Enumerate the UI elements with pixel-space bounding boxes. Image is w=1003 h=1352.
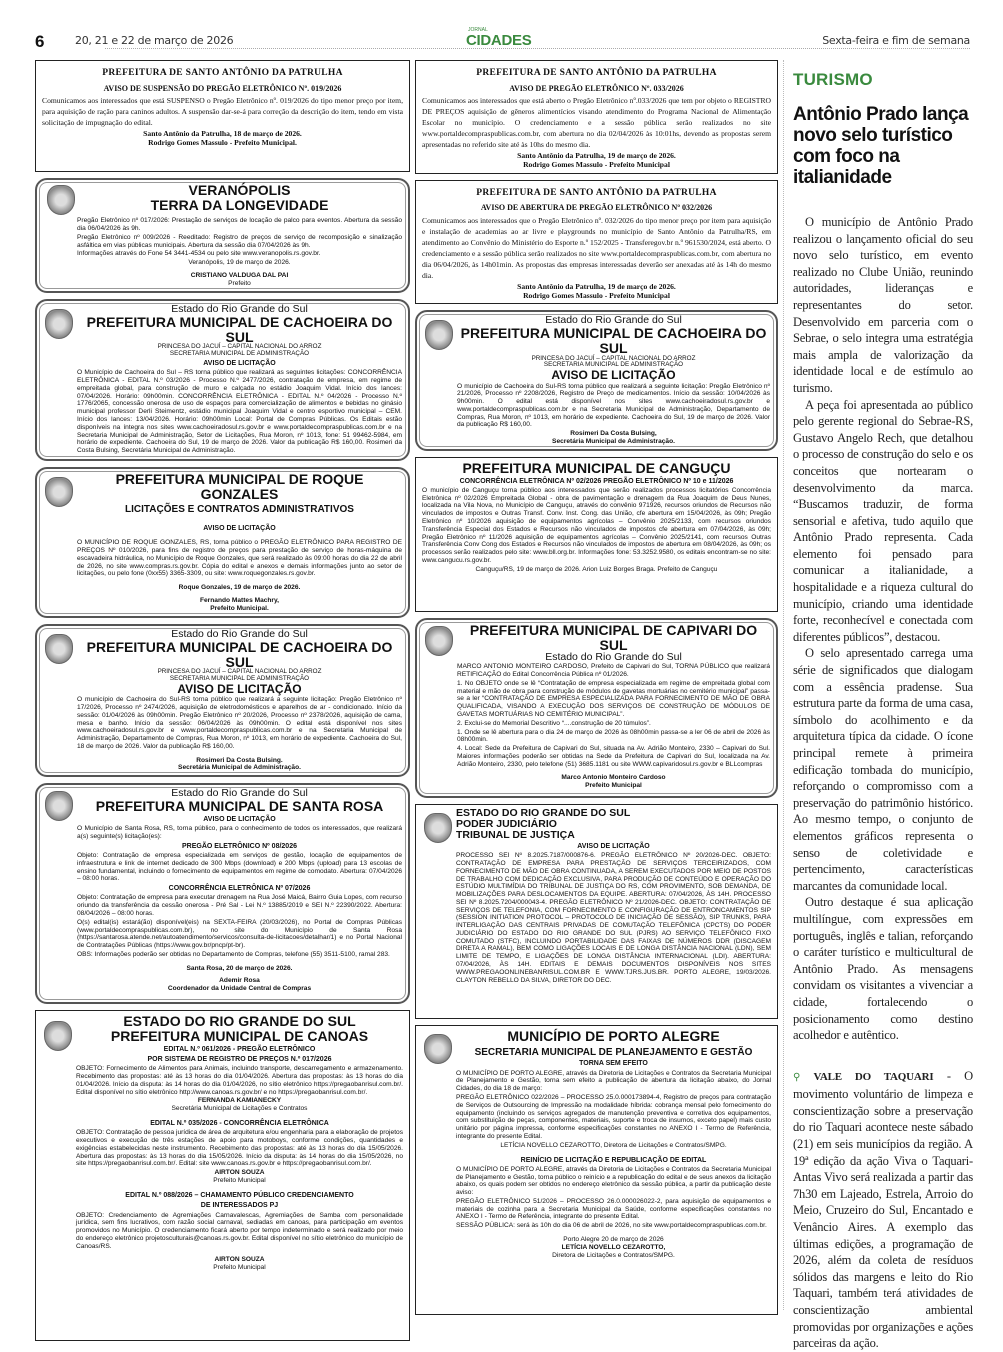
- notice-left: PODER JUDICIÁRIO: [456, 818, 557, 830]
- notice-para: PREGÃO ELETRÔNICO 51/2026 – PROCESSO 26.0.000026022-2, para aquisição de equipamentos e materiais de cozinha para a Secretaria Municipal da Saúde, conforme especificações constantes no ANEXO I - Termo de Referência, integrante do presente Edital.: [456, 1197, 771, 1221]
- notice-sign: LETÍCIA NOVELLO CEZAROTTO,: [561, 1243, 666, 1251]
- logo-text: CIDADES: [466, 32, 532, 49]
- notice-head: AVISO DE LICITAÇÃO: [203, 816, 276, 824]
- notice-sign: Marco Antonio Monteiro Cardoso: [561, 774, 666, 782]
- legal-notice: [415, 1025, 778, 1315]
- notice-head: REINÍCIO DE LICITAÇÃO E REPUBLICAÇÃO DE EDITAL: [520, 1156, 707, 1164]
- notice-head: AVISO DE PREGÃO ELETRÔNICO Nº. 033/2026: [509, 83, 684, 93]
- notice-sign: Santa Rosa, 20 de março de 2026.: [186, 964, 293, 972]
- notice-para: OBJETO: Credenciamento de Agremiações Carnavalescas, Agremiações de Samba com personalidade jurídica, sem fins lucrativos, com razão social carnaval, sediadas em canoas, para participação em eventos promovidos no Município. O credenciamento ficará aberto por tempo indeterminado e será realizado por meio do endereço eletrônico projetosculturais@canoas.rs.gov.br. Edital disponível no sítio eletrônico do município de Canoas/RS.: [76, 1211, 403, 1250]
- notice-sign: Coordenador da Unidade Central de Compras: [167, 985, 312, 993]
- notice-signn: Prefeito Municipal: [213, 1264, 266, 1272]
- notice-para: OBJETO: Fornecimento de Alimentos para Animais, incluindo transporte, descarregamento e armazenamento. Recebimento das propostas: até às 13 horas do dia 01/04/2026. Abertura das propostas: às 13 horas do dia 01/04/2026. Início da disputa: às 14 horas do dia 01/04/2026, no sítio eletrônico https://pregaobanrisul.com.br/. Edital disponível no sítio eletrônico http://www.canoas.rs.gov.br/ e no https://pregaobanrisul.com.br/.: [76, 1065, 403, 1096]
- notice-head: EDITAL N.º 061/2026 - PREGÃO ELETRÔNICO: [163, 1045, 316, 1053]
- notice-sign: Santo Antônio da Patrulha, 18 de março de 2026.: [143, 129, 302, 139]
- notice-sign: Rodrigo Gomes Massulo - Prefeito Municipal: [523, 160, 670, 170]
- notice-sign: Prefeito Municipal.: [210, 604, 269, 612]
- notice-sign: Rodrigo Gomes Massulo - Prefeito Municipal.: [148, 138, 297, 148]
- article-paragraph: O município de Antônio Prado realizou o lançamento oficial do seu novo selo turístico, em evento realizado no Clube União, reunindo autoridades, lideranças e representantes do setor. Desenvolvido em parceria com o Sebrae, o selo integra uma estratégia mais ampla de valorização da identidade local e de estímulo ao turismo.: [793, 215, 973, 395]
- brief-text: - O movimento voluntário de limpeza e conscientização sobre a preservação do rio Taquari acontece neste sábado (21) em seis municípios da região. A 19ª edição da ação Viva o Taquari-Antas Vivo será realizada a partir das 7h30 em Lajeado, Estrela, Arroio do Meio, Cruzeiro do Sul, Encantado e Venâncio Aires. A exemplo das últimas edições, a programação de 2026, além da coleta de resíduos sólidos das margens e leito do Rio Taquari, também terá atividades de conscientização ambiental promovidas por organizações e ações parceiras da ação.: [793, 1068, 973, 1351]
- notice-sub: PRINCESA DO JACUÍ – CAPITAL NACIONAL DO ARROZ: [157, 343, 322, 351]
- legal-notice: [35, 783, 410, 1004]
- notice-sign: CRISTIANO VALDUGA DAL PAI: [190, 272, 289, 280]
- notice-sign: Ademir Rosa: [219, 977, 260, 985]
- coat-of-arms-icon: [45, 477, 73, 507]
- coat-of-arms-icon: [424, 1034, 452, 1064]
- article-column: [793, 70, 973, 1352]
- legal-notice: [35, 624, 410, 778]
- notice-para: O município de Cachoeira do Sul-RS torna público que realizará a seguinte licitação: Pregão Eletrônico nº 21/2026, Processo nº 2208/2026, Registro de Preço de medicamentos. Início da sessão: 10/04/2026 às 9h00min. O edital está disponível nos sites www.cachoeiradosul.rs.gov.br e www.portaldecompraspublicas.com.br e na Secretaria Municipal de Administração, Departamento de Compras, Rua Moron, nº 1013, em horário de expediente. Cachoeira do Sul, 19 de março de 2026. Valor da publicação R$ 160,00.: [457, 382, 770, 429]
- notice-para: Objeto: Contratação de empresa especializada em serviços de gestão, locação de equipamentos de infraestrutura e link de internet dedicado de 300 Mbps (download) e 200 Mbps (upload) para 13 escolas de ensino fundamental, incluindo o fornecimento de equipamentos em regime de comodato. Abertura: 07/04/2026 – 08:00 horas.: [77, 852, 402, 883]
- notice-head: DE INTERESSADOS PJ: [200, 1202, 279, 1210]
- notices-middle-column: [415, 60, 778, 1315]
- article-paragraph: A peça foi apresentada ao público pelo gerente regional do Sebrae-RS, Gustavo Angelo Rech, que detalhou o processo de construção do selo e os conceitos que nortearam o desenvolvimento da marca. “Buscamos traduzir, de forma sensorial e afetiva, tudo aquilo que Antônio Prado representa. Cada elemento foi pensado para comunicar a italianidade, a hospitalidade e a riqueza cultural do município, criando uma identidade forte, reconhecível e conectada com diferentes públicos”, destacou.: [793, 397, 973, 644]
- notice-signn: Canguçu/RS, 19 de março de 2026. Arion Luiz Borges Braga. Prefeito de Canguçu: [475, 565, 718, 573]
- notice-head: AVISO DE ABERTURA DE PREGÃO ELETRÔNICO Nº 032/2026: [480, 203, 713, 213]
- notice-head: EDITAL N.º 088/2026 – CHAMAMENTO PÚBLICO CREDENCIAMENTO: [125, 1192, 354, 1200]
- legal-notice: [415, 457, 778, 612]
- notice-para: O Município de Santa Rosa, RS, torna público, para o conhecimento de todos os interessados, que realizará a(s) seguinte(s) licitação(es):: [77, 825, 402, 841]
- notice-head: TORNA SEM EFEITO: [579, 1060, 648, 1068]
- notice-para: 1. No OBJETO onde se lê “Contratação de empresa especializada em regime de empreitada global com material e mão de obra para construção de módulos de gavetas mortuárias no cemitério municipal” passa-se a ler “CONTRATAÇÃO DE EMPRESA ESPECIALIZADA PARA FORNECIMENTO DE MÃO DE OBRA QUALIFICADA, VISANDO A EXECUÇÃO DOS SERVIÇOS DE CONSTRUÇÃO DE MÓDULOS DE GAVETAS MORTUÁRIAS NO CEMITÉRIO MUNICIPAL”.: [457, 679, 770, 718]
- notice-para: O município de Canguçu torna público aos interessados que serão realizados processos licitatórios Concorrência Eletrônica nº 02/2026 Empreitada Global - obra de pavimentação e drenagem da Rua Joaquim de Deus Nunes, localizada na Vila Nova, no Município de Canguçu, através do convênio 971926, recursos oriundos de Recursos não vinculados de impostos e Outras Transf. Conv. Inst. Cong. das União, cfe abertura em 15/04/2026, às 09h; Pregão Eletrônico nº 10/2026 aquisição de equipamentos agrícolas – Convênio 2025/2133, com recursos oriundos Transferência Especial dos Estados e Recursos não vinculados de impostos cfe abertura em 07/04/2026, às 09h; Pregão Eletrônico nº 11/2026 aquisição de equipamentos agrícolas – Convênio 2025/2141, com recursos Outras Transferência Conv Cong dos Estados e Recursos não vinculados de impostos de abertura em 08/04/2026, às 09h; os processos serão realizados pelo site: www.bll.org.br. Informações fone: 53.3252.9580, os editais encontram-se no site: www.cangucu.rs.gov.br.: [422, 486, 771, 564]
- notice-para: O MUNICÍPIO DE PORTO ALEGRE, através da Diretoria de Licitações e Contratos da Secretaria Municipal de Planejamento e Gestão, torna sem efeito a publicação de abertura da licitação abaixo, do Jornal Cidades, do dia 18 de março:: [456, 1069, 771, 1093]
- notice-para: Comunicamos aos interessados que está SUSPENSO o Pregão Eletrônico nº. 019/2026 do tipo menor preço por item, para aquisição de ração para caninos adultos. A suspensão dar-se-á para correção da descrição do item, tendo em vista solicitação de impugnação do edital.: [42, 96, 403, 128]
- notice-title: PREFEITURA DE SANTO ANTÔNIO DA PATRULHA: [476, 187, 717, 198]
- notice-head: PREGÃO ELETRÔNICO Nº 08/2026: [182, 842, 297, 850]
- notice-big: PREFEITURA MUNICIPAL DE CACHOEIRA DO SUL: [86, 638, 393, 670]
- legal-notice: [35, 178, 410, 293]
- notice-sub: SECRETARIA MUNICIPAL DE ADMINISTRAÇÃO: [543, 361, 684, 369]
- notice-big: PREFEITURA MUNICIPAL DE CANGUÇU: [462, 459, 731, 476]
- notice-head: POR SISTEMA DE REGISTRO DE PREÇOS N.º 017/2026: [147, 1056, 332, 1064]
- notice-head: CONCORRÊNCIA ELETRÔNICA Nº 02/2026 PREGÃO ELETRÔNICO Nº 10 e 11/2026: [459, 477, 734, 485]
- page-number: 6: [35, 32, 45, 51]
- notice-sign: AIRTON SOUZA: [214, 1169, 265, 1177]
- coat-of-arms-icon: [47, 185, 75, 215]
- brief-kicker: VALE DO TAQUARI: [813, 1070, 934, 1083]
- notice-state: Estado do Rio Grande do Sul: [171, 787, 308, 800]
- notices-left-column: [35, 60, 410, 1341]
- page-header: [30, 27, 970, 52]
- notice-para: Comunicamos aos interessados que o Pregão Eletrônico nº. 032/2026 do tipo menor preço por item para aquisição e instalação de academias ao ar livre e playgrounds no município de Santo Antônio da Patrulha/RS, em atendimento ao Convênio do Ministério do Esporte n.º 152/2025 - Transferegov.br n.º 961530/2024, está aberto. O credenciamento e a sessão pública serão realizados no site www.portaldecompraspublicas.com.br, com abertura no dia 06/04/2026, às 14h01min. As propostas das empresas interessadas deverão ser anexadas até às 14h do mesmo dia.: [422, 215, 771, 280]
- notice-sign: Secretária Municipal de Administração.: [552, 438, 675, 446]
- notice-big: PREFEITURA MUNICIPAL DE ROQUE GONZALES: [115, 470, 364, 502]
- notice-title: LICITAÇÕES E CONTRATOS ADMINISTRATIVOS: [125, 504, 354, 516]
- notice-sub: PRINCESA DO JACUÍ – CAPITAL NACIONAL DO ARROZ: [157, 668, 322, 676]
- notice-head: AVISO DE LICITAÇÃO: [203, 525, 276, 532]
- notice-para: PROCESSO SEI Nº 8.2025.7187/000876-6. PREGÃO ELETRÔNICO Nº 20/2026-DEC. OBJETO: CONTRATAÇÃO DE EMPRESA PARA PRESTAÇÃO DE SERVIÇOS TERCEIRIZADOS, COM FORNECIMENTO DE MÃO DE OBRA CONTINUADA, A SEREM EXECUTADOS POR MEIO DE POSTOS DE TRABALHO COM DEDICAÇÃO EXCLUSIVA, PARA PRODUÇÃO DE CONTEÚDO E OPERAÇÃO DO ESTÚDIO MULTIMÍDIA DO TRIBUNAL DE JUSTIÇA DO RS, COM PROVIMENTO, SOB DEMANDA, DE MOBILIZAÇÕES PARA DESLOCAMENTOS DA EQUIPE. ABERTURA: 07/04/2026, ÀS 14H. PROCESSO SEI Nº 8.2025.7204/000043-4. PREGÃO ELETRÔNICO Nº 21/2026-DEC. OBJETO: CONTRATAÇÃO DE SERVIÇOS DE TELEFONIA, COM FORNECIMENTO E CONFIGURAÇÃO DE ENTRONCAMENTOS SIP (SESSION INITIATION PROTOCOL – PROTOCOLO DE INICIAÇÃO DE SESSÃO), SIP TRUNKS, PARA INTERLIGAÇÃO DAS CENTRAIS PRIVADAS DE COMUTAÇÃO TELEFÔNICA (CPCTS) DO PODER JUDICIÁRIO DO ESTADO DO RIO GRANDE DO SUL (PJRS) AO SERVIÇO TELEFÔNICO FIXO COMUTADO (STFC), INCLUINDO PORTABILIDADE DAS FAIXAS DE NÚMEROS DDR (DISCAGEM DIRETA A RAMAL), BEM COMO LIGAÇÕES LOCAIS E DE LONGA DISTÂNCIA NACIONAL (LDN), SEM LIMITE DE TEMPO, E LIGAÇÕES DE LONGA DISTÂNCIA INTERNACIONAL (LDI). ABERTURA: 07/04/2026, ÀS 14H. EDITAIS E DEMAIS DOCUMENTOS DISPONÍVEIS NOS SITES WWW.PREGAOONLINEBANRISUL.COM.BR E WWW.TJRS.JUS.BR. PORTO ALEGRE, 19/03/2026. CLAYTON REBELLO DA SILVA, DIRETOR DO DEC.: [456, 852, 771, 984]
- map-pin-icon: ⚲: [793, 1071, 801, 1083]
- notice-state: Estado do Rio Grande do Sul: [545, 314, 682, 327]
- notice-para: 4. Local: Sede da Prefeitura de Capivari do Sul, situada na Av. Adrião Monteiro, 2330 – Capivari do Sul. Maiores informações poderão ser obtidas na Sede da Prefeitura de Capivari do Sul, localizada na Av. Adrião Monteiro, 2330, pelo telefone (51) 3685.1181 ou site WWW.capivaridosul.rs.gov.br e BLLcompras: [457, 745, 770, 768]
- notice-sign: Fernando Mattes Machry,: [199, 596, 280, 604]
- edition-date: 20, 21 e 22 de março de 2026: [75, 34, 234, 47]
- notice-head: AVISO DE LICITAÇÃO: [203, 360, 276, 368]
- notice-sign: Prefeito Municipal: [585, 782, 642, 790]
- legal-notice: [35, 299, 410, 461]
- notice-signn: Porto Alegre 20 de março de 2026: [563, 1235, 664, 1243]
- coat-of-arms-icon: [424, 813, 452, 843]
- notice-head: AVISO DE LICITAÇÃO: [577, 843, 650, 851]
- notice-big: PREFEITURA MUNICIPAL DE SANTA ROSA: [95, 798, 384, 815]
- notice-state: Estado do Rio Grande do Sul: [171, 627, 308, 640]
- notice-big: MUNICÍPIO DE PORTO ALEGRE: [507, 1027, 720, 1044]
- legal-notice: [35, 1010, 410, 1341]
- legal-notice: [35, 60, 410, 172]
- notice-left: TRIBUNAL DE JUSTIÇA: [456, 829, 575, 842]
- notice-sign: Santo Antônio da Patrulha, 19 de março de 2026.: [517, 151, 676, 161]
- news-brief: [793, 1068, 973, 1352]
- notice-para: OBS: Informações poderão ser obtidas no Departamento de Compras, telefone (55) 3511-5100, ramal 283.: [77, 950, 390, 958]
- logo-small: JORNAL: [468, 27, 488, 33]
- notice-sign: Roque Gonzales, 19 de março de 2026.: [178, 584, 301, 592]
- column-divider: [783, 60, 784, 1310]
- notice-sign: AIRTON SOUZA: [214, 1256, 265, 1264]
- notice-sub: PRINCESA DO JACUÍ – CAPITAL NACIONAL DO ARROZ: [531, 354, 696, 362]
- notice-para: O município de Cachoeira do Sul-RS torna público que realizará a seguinte licitação: Pregão Eletrônico nº 17/2026, Processo nº 2474/2026, aquisição de eletrodomésticos e aparelhos de ar - condicionado. Início da sessão: 01/04/2026 às 09h00min. Pregão Eletrônico nº 20/2026, Processo nº 2378/2026, aquisição de cama, mesa e banho. Início da sessão: 06/04/2026 às 09h00min. O edital está disponível nos sites www.cachoeiradosul.rs.gov.br e www.portaldecompraspublicas.com.br e na Secretaria Municipal de Administração, Departamento de Compras, Rua Moron, nº 1013, em horário de expediente. Cachoeira do Sul, 18 de março de 2026. Valor da publicação R$ 160,00.: [77, 696, 402, 750]
- notice-sign: Rosimeri Da Costa Bulsing.: [196, 756, 283, 764]
- notice-para: SESSÃO PÚBLICA: será às 10h do dia 06 de abril de 2026, no site www.portaldecompraspublicas.com.br.: [456, 1222, 767, 1230]
- notice-sign: Secretária Municipal de Administração.: [178, 764, 301, 772]
- notice-gap: [76, 1113, 403, 1118]
- notice-big: TERRA DA LONGEVIDADE: [150, 196, 329, 213]
- legal-notice: [415, 180, 778, 305]
- notice-sign: Rosimeri Da Costa Bulsing,: [570, 430, 657, 438]
- notice-title: SECRETARIA MUNICIPAL DE PLANEJAMENTO E GESTÃO: [474, 1046, 753, 1058]
- legal-notice: [415, 618, 778, 798]
- notice-signn: Prefeito Municipal: [213, 1177, 266, 1185]
- section-label: TURISMO: [793, 70, 873, 89]
- notice-para: MARCO ANTONIO MONTEIRO CARDOSO, Prefeito de Capivari do Sul, TORNA PÚBLICO que realizará RETIFICAÇÃO do Edital Concorrência Pública nº 01/2026.: [457, 663, 770, 679]
- notice-title: PREFEITURA DE SANTO ANTÔNIO DA PATRULHA: [476, 68, 717, 78]
- notice-signn: LETÍCIA NOVELLO CEZAROTTO, Diretora de Licitações e Contratos/SMPG.: [500, 1141, 727, 1149]
- notice-big: PREFEITURA MUNICIPAL DE CACHOEIRA DO SUL: [460, 325, 767, 356]
- legal-notice: [35, 467, 410, 618]
- notice-para: Informações através do Fone 54 3441-4534 ou pelo site www.veranopolis.rs.gov.br.: [77, 250, 321, 258]
- notice-para: O MUNICÍPIO DE PORTO ALEGRE, através da Diretoria de Licitações e Contratos da Secretaria Municipal de Planejamento e Gestão, torna público o reinício e a republicação do edital e de seus anexos da licitação abaixo, os quais podem ser obtidos no endereço eletrônico da sessão pública, a partir da publicação deste aviso:: [456, 1165, 771, 1197]
- notice-sub: SECRETARIA MUNICIPAL DE ADMINISTRAÇÃO: [169, 350, 310, 358]
- notice-head: EDITAL N.º 035/2026 - CONCORRÊNCIA ELETRÔNICA: [150, 1120, 329, 1128]
- notice-big: PREFEITURA MUNICIPAL DE CACHOEIRA DO SUL: [86, 313, 393, 345]
- notice-avi: AVISO DE LICITAÇÃO: [551, 368, 676, 383]
- notice-para: O(s) edital(is) estará(ão) disponível(eis) na SEXTA-FEIRA (20/03/2026), no Portal de Compras Públicas (www.portaldecompraspublicas.com.br), no site do Município de Santa Rosa (https://santarosa.atende.net/autoatendimento/servicos/consulta-de-licitacoes/detalhar/1) e no Portal Nacional de Contratações Públicas (https://www.gov.br/pncp/pt-br).: [77, 918, 402, 950]
- notice-sign: FERNANDA KAMIANECKY: [197, 1097, 282, 1105]
- notice-gap: [76, 1185, 403, 1190]
- coat-of-arms-icon: [425, 320, 453, 350]
- notice-para: 2. Exclui-se do Memorial Descritivo “....construção de 20 túmulos”.: [457, 719, 651, 727]
- notice-gap: [77, 518, 402, 523]
- notice-para: Pregão Eletrônico nº 017/2026: Prestação de serviços de locação de palco para eventos. Abertura da sessão dia 06/04/2026 às 9h.: [77, 217, 402, 233]
- notice-gap: [456, 1150, 771, 1155]
- notice-big: PREFEITURA MUNICIPAL DE CAPIVARI DO SUL: [469, 621, 758, 653]
- notice-para: OBJETO: Contratação de pessoa jurídica de área de arquitetura e/ou engenharia para a elaboração de projetos executivos e execução de três estações de apoio para motoboys, conforme condições, quantidades e exigências estabelecidas neste instrumento. Recebimento das propostas: até às 13 horas do dia 15/05/2026. Abertura das propostas: às 13 horas do dia 15/05/2026. Início da disputa: às 14 horas do dia 15/05/2026, no site https://pregaobanrisul.com.br/. Edital: site www.canoas.rs.gov.br e https://pregaobanrisul.com.br/.: [76, 1129, 403, 1168]
- notice-avi: AVISO DE LICITAÇÃO: [177, 682, 302, 697]
- coat-of-arms-icon: [425, 626, 453, 656]
- article-paragraph: Outro destaque é sua aplicação multilíngue, com expressões em português, inglês e talian, reforçando o caráter turístico e multicultural de Antônio Prado. As mensagens convidam os visitantes a vivenciar a cidade, fortalecendo o posicionamento como destino acolhedor e autêntico.: [793, 895, 973, 1043]
- coat-of-arms-icon: [45, 309, 73, 339]
- notice-para: PREGÃO ELETRÔNICO 022/2026 – PROCESSO 25.0.000173894-4, Registro de preços para contratação de Serviços de Outsourcing de Impressão na modalidade híbrida: cobrança mensal pelo fornecimento do equipamento (incluindo os serviços agregados de manutenção preventiva e corretiva dos equipamentos, com substituição de peças, componentes, materiais, suporte e troca de insumos, exceto papel) mais custo unitário por página impressa, conforme especificações constantes no ANEXO I - Termo de Referência, integrante do presente Edital.: [456, 1094, 771, 1140]
- notice-sub: SECRETARIA MUNICIPAL DE ADMINISTRAÇÃO: [169, 675, 310, 683]
- legal-notice: [415, 60, 778, 174]
- notice-para: 1. Onde se lê abertura para o dia 24 de março de 2026 às 08h00min passa-se a ler 06 de abril de 2026 às 08h00min.: [457, 728, 770, 744]
- header-divider: [105, 48, 970, 49]
- notice-big: VERANÓPOLIS: [188, 182, 291, 198]
- notice-signn: Secretária Municipal de Licitações e Contratos: [171, 1105, 308, 1113]
- notice-big: ESTADO DO RIO GRANDE DO SUL: [123, 1013, 356, 1030]
- edition-day: Sexta-feira e fim de semana: [822, 34, 970, 47]
- notice-left: ESTADO DO RIO GRANDE DO SUL: [456, 806, 631, 819]
- notice-para: Objeto: Contratação de empresa para executar drenagem na Rua José Maicá, Bairro Guia Lopes, com recurso oriundo da transferência da cessão onerosa - Pré Sal - Lei N.º 13885/2019 e SEI N.º 22390/2022. Abertura: 08/04/2026 – 08:00 horas.: [77, 894, 402, 917]
- notice-para: O MUNICÍPIO DE ROQUE GONZALES, RS, torna público o PREGÃO ELETRÔNICO PARA REGISTRO DE PREÇOS Nº 010/2026, para fins de registro de preços para prestação de serviço de horas-máquina de escavadeira hidráulica, no Município de Roque Gonzales, que será realizado às 09:00 horas do dia 22 de abril de 2026, no site www.compras.rs.gov.br. Cópia do edital e anexos e demais informações junto ao setor de licitações, ou pelo fone (0xx55) 3365-3309, ou site: www.roquegonzales.rs.gov.br.: [77, 539, 402, 578]
- notice-sign: Santo Antônio da Patrulha, 19 de março de 2026.: [517, 281, 676, 291]
- notice-signn: Diretora de Licitações e Contratos/SMPG.: [552, 1251, 675, 1259]
- notice-head: AVISO DE SUSPENSÃO DO PREGÃO ELETRÔNICO Nº. 019/2026: [103, 83, 342, 93]
- notice-signn: Prefeito: [228, 280, 251, 288]
- article-body: [793, 214, 973, 1044]
- notice-para: Comunicamos aos interessados que está aberto o Pregão Eletrônico nº.033/2026 que tem por objeto o REGISTRO DE PREÇOS aquisição de gêneros alimentícios visando atendimento do Programa Nacional de Alimentação Escolar no município. O credenciamento e a sessão pública serão realizados no site www.portaldecompraspublicas.com.br, com abertura no dia 02/04/2026 às 10:01hs, devendo as propostas serem apresentadas no referido site até às 10hs do mesmo dia.: [422, 96, 771, 150]
- notice-title: PREFEITURA DE SANTO ANTÔNIO DA PATRULHA: [102, 68, 343, 78]
- legal-notice: [415, 804, 778, 1019]
- article-paragraph: O selo apresentado carrega uma série de significados que dialogam com a essência pradense. Sua estrutura parte da forma de uma casa, símbolo do acolhimento e da arquitetura típica da cidade. O ícone principal remete à primeira edificação tombada do município, reforçando o compromisso com a preservação do patrimônio histórico. Ao mesmo tempo, o conjunto de elementos gráficos representa o senso de coletividade e pertencimento, características marcantes da comunidade local.: [793, 646, 973, 893]
- notice-head: CONCORRÊNCIA ELETRÔNICA Nº 07/2026: [168, 885, 311, 893]
- notice-big: PREFEITURA MUNICIPAL DE CANOAS: [110, 1028, 369, 1045]
- notice-state: Estado do Rio Grande do Sul: [171, 302, 308, 315]
- article-headline: Antônio Prado lança novo selo turístico com foco na italianidade: [793, 104, 969, 188]
- legal-notice: [415, 310, 778, 451]
- notice-state: Estado do Rio Grande do Sul: [545, 651, 682, 664]
- notice-sign: Rodrigo Gomes Massulo - Prefeito Municipal: [523, 291, 670, 301]
- notice-signn: Veranópolis, 19 de março de 2026.: [188, 259, 291, 267]
- newspaper-logo: [466, 27, 531, 49]
- notice-para: O Município de Cachoeira do Sul – RS torna público que realizará as seguintes licitações: CONCORRÊNCIA ELETRÔNICA - EDITAL N.º 03/2026 - Processo N.º 2477/2026, contratação de empresa, em regime de empreitada global, para construção de muro e calçada no estádio Joaquim Vidal. Início dos lances: 07/04/2026. Horário: 09h00min. CONCORRÊNCIA ELETRÔNICA - EDITAL N.º 04/2026 - Processo N.º 1776/2065, concessão onerosa de uso de espaços para comercialização de alimentos e bebidas no ginásio municipal professor Derli Steimentz, estádio municipal Joaquim Vidal e centro esportivo municipal – CEM. Início dos lances: 13/04/2026. Horário: 09h00min Local: Portal de Compras Públicas. Os Editais estão disponíveis na íntegra nos sites www.cachoeiradosul.rs.gov.br e www.portaldecompraspublicas.com.br e na Secretaria Municipal de Administração, Setor de Licitações, Rua Moron, nº 1013, fone: 51 99462-5984, em horário de expediente. Cachoeira do Sul, 19 de março de 2026. Valor da publicação R$ 160,00. Rosimeri da Costa Bulsing, Secretária Municipal de Administração.: [77, 369, 402, 455]
- notice-para: Pregão Eletrônico nº 009/2026 - Reeditado: Registro de preços de serviço de recomposição e sinalização asfáltica em vias públicas municipais. Abertura da sessão dia 07/04/2026 às 9h.: [77, 233, 402, 249]
- coat-of-arms-icon: [45, 634, 73, 664]
